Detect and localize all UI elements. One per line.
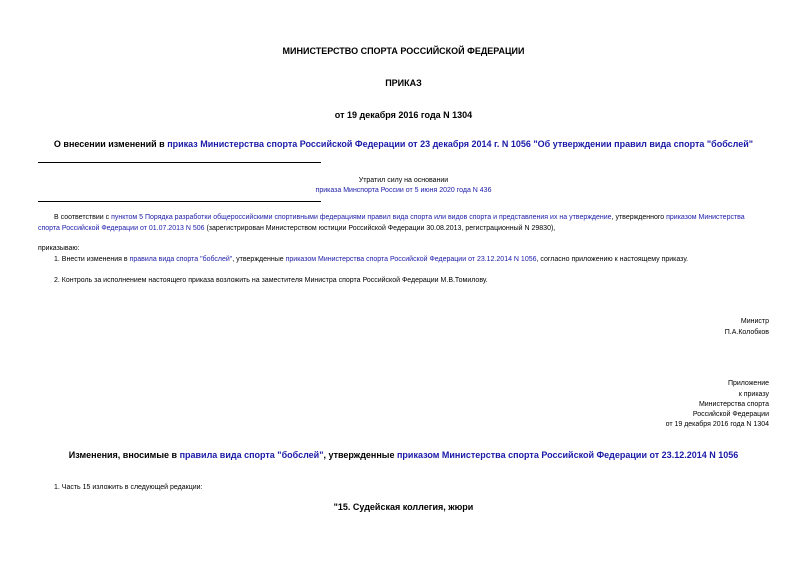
- document-title: [0, 139, 807, 149]
- appendix-line-3: Министерства спорта: [698, 401, 769, 408]
- doc-type-heading: ПРИКАЗ: [385, 78, 422, 88]
- status-link[interactable]: приказа Минспорта России от 5 июня 2020 года N 436: [315, 187, 492, 194]
- item-1-text-1: 1. Внести изменения в: [54, 256, 130, 263]
- changes-title-text-2: , утвержденные: [323, 450, 397, 460]
- item-1-link-order[interactable]: приказом Министерства спорта Российской Федерации от 23.12.2014 N 1056: [285, 256, 537, 263]
- title-link[interactable]: приказ Министерства спорта Российской Федерации от 23 декабря 2014 г. N 1056 "Об утверждении правил вида спорта "бобслей": [167, 139, 754, 149]
- item-2: 2. Контроль за исполнением настоящего приказа возложить на заместителя Министра спорта Российской Федерации М.В.Томилову.: [54, 277, 488, 284]
- status-line: Утратил силу на основании: [358, 177, 449, 184]
- order-word: приказываю:: [38, 245, 80, 252]
- preamble-link-order-cont[interactable]: спорта Российской Федерации от 01.07.2013 N 506: [38, 225, 205, 232]
- preamble-text-2: , утвержденного: [611, 214, 667, 221]
- item-1: [38, 254, 789, 265]
- preamble-text-1: В соответствии с: [54, 214, 112, 221]
- signature-role: Министр: [740, 318, 769, 325]
- item-1-link-rules[interactable]: правила вида спорта "бобслей": [129, 256, 233, 263]
- preamble-paragraph: [38, 212, 773, 234]
- appendix-line-1: Приложение: [727, 380, 769, 387]
- appendix-line-2: к приказу: [738, 391, 769, 398]
- appendix-line-4: Российской Федерации: [692, 411, 769, 418]
- preamble-link-order[interactable]: приказом Министерства: [666, 214, 745, 221]
- date-number-heading: от 19 декабря 2016 года N 1304: [334, 110, 473, 120]
- changes-title-text-1: Изменения, вносимые в: [68, 450, 180, 460]
- changes-title: [0, 450, 807, 460]
- divider-bottom: [38, 201, 321, 202]
- preamble-text-3: (зарегистрирован Министерством юстиции Российской Федерации 30.08.2013, регистрационный N 29830),: [204, 225, 556, 232]
- section-heading: "15. Судейская коллегия, жюри: [333, 502, 474, 512]
- item-1-text-3: , согласно приложению к настоящему приказу.: [536, 256, 689, 263]
- preamble-link-procedure[interactable]: пунктом 5 Порядка разработки общероссийскими спортивными федерациями правил вида спорта или видов спорта и представления их на утверждение: [111, 214, 612, 221]
- changes-title-link-rules[interactable]: правила вида спорта "бобслей": [179, 450, 324, 460]
- ministry-heading: МИНИСТЕРСТВО СПОРТА РОССИЙСКОЙ ФЕДЕРАЦИИ: [282, 46, 525, 56]
- item-1-text-2: , утвержденные: [232, 256, 286, 263]
- changes-title-link-order[interactable]: приказом Министерства спорта Российской Федерации от 23.12.2014 N 1056: [396, 450, 739, 460]
- signature-name: П.А.Колобков: [724, 329, 769, 336]
- part-15-instruction: 1. Часть 15 изложить в следующей редакции:: [54, 484, 203, 491]
- title-prefix: О внесении изменений в: [53, 139, 168, 149]
- appendix-line-5: от 19 декабря 2016 года N 1304: [665, 421, 769, 428]
- divider-top: [38, 162, 321, 163]
